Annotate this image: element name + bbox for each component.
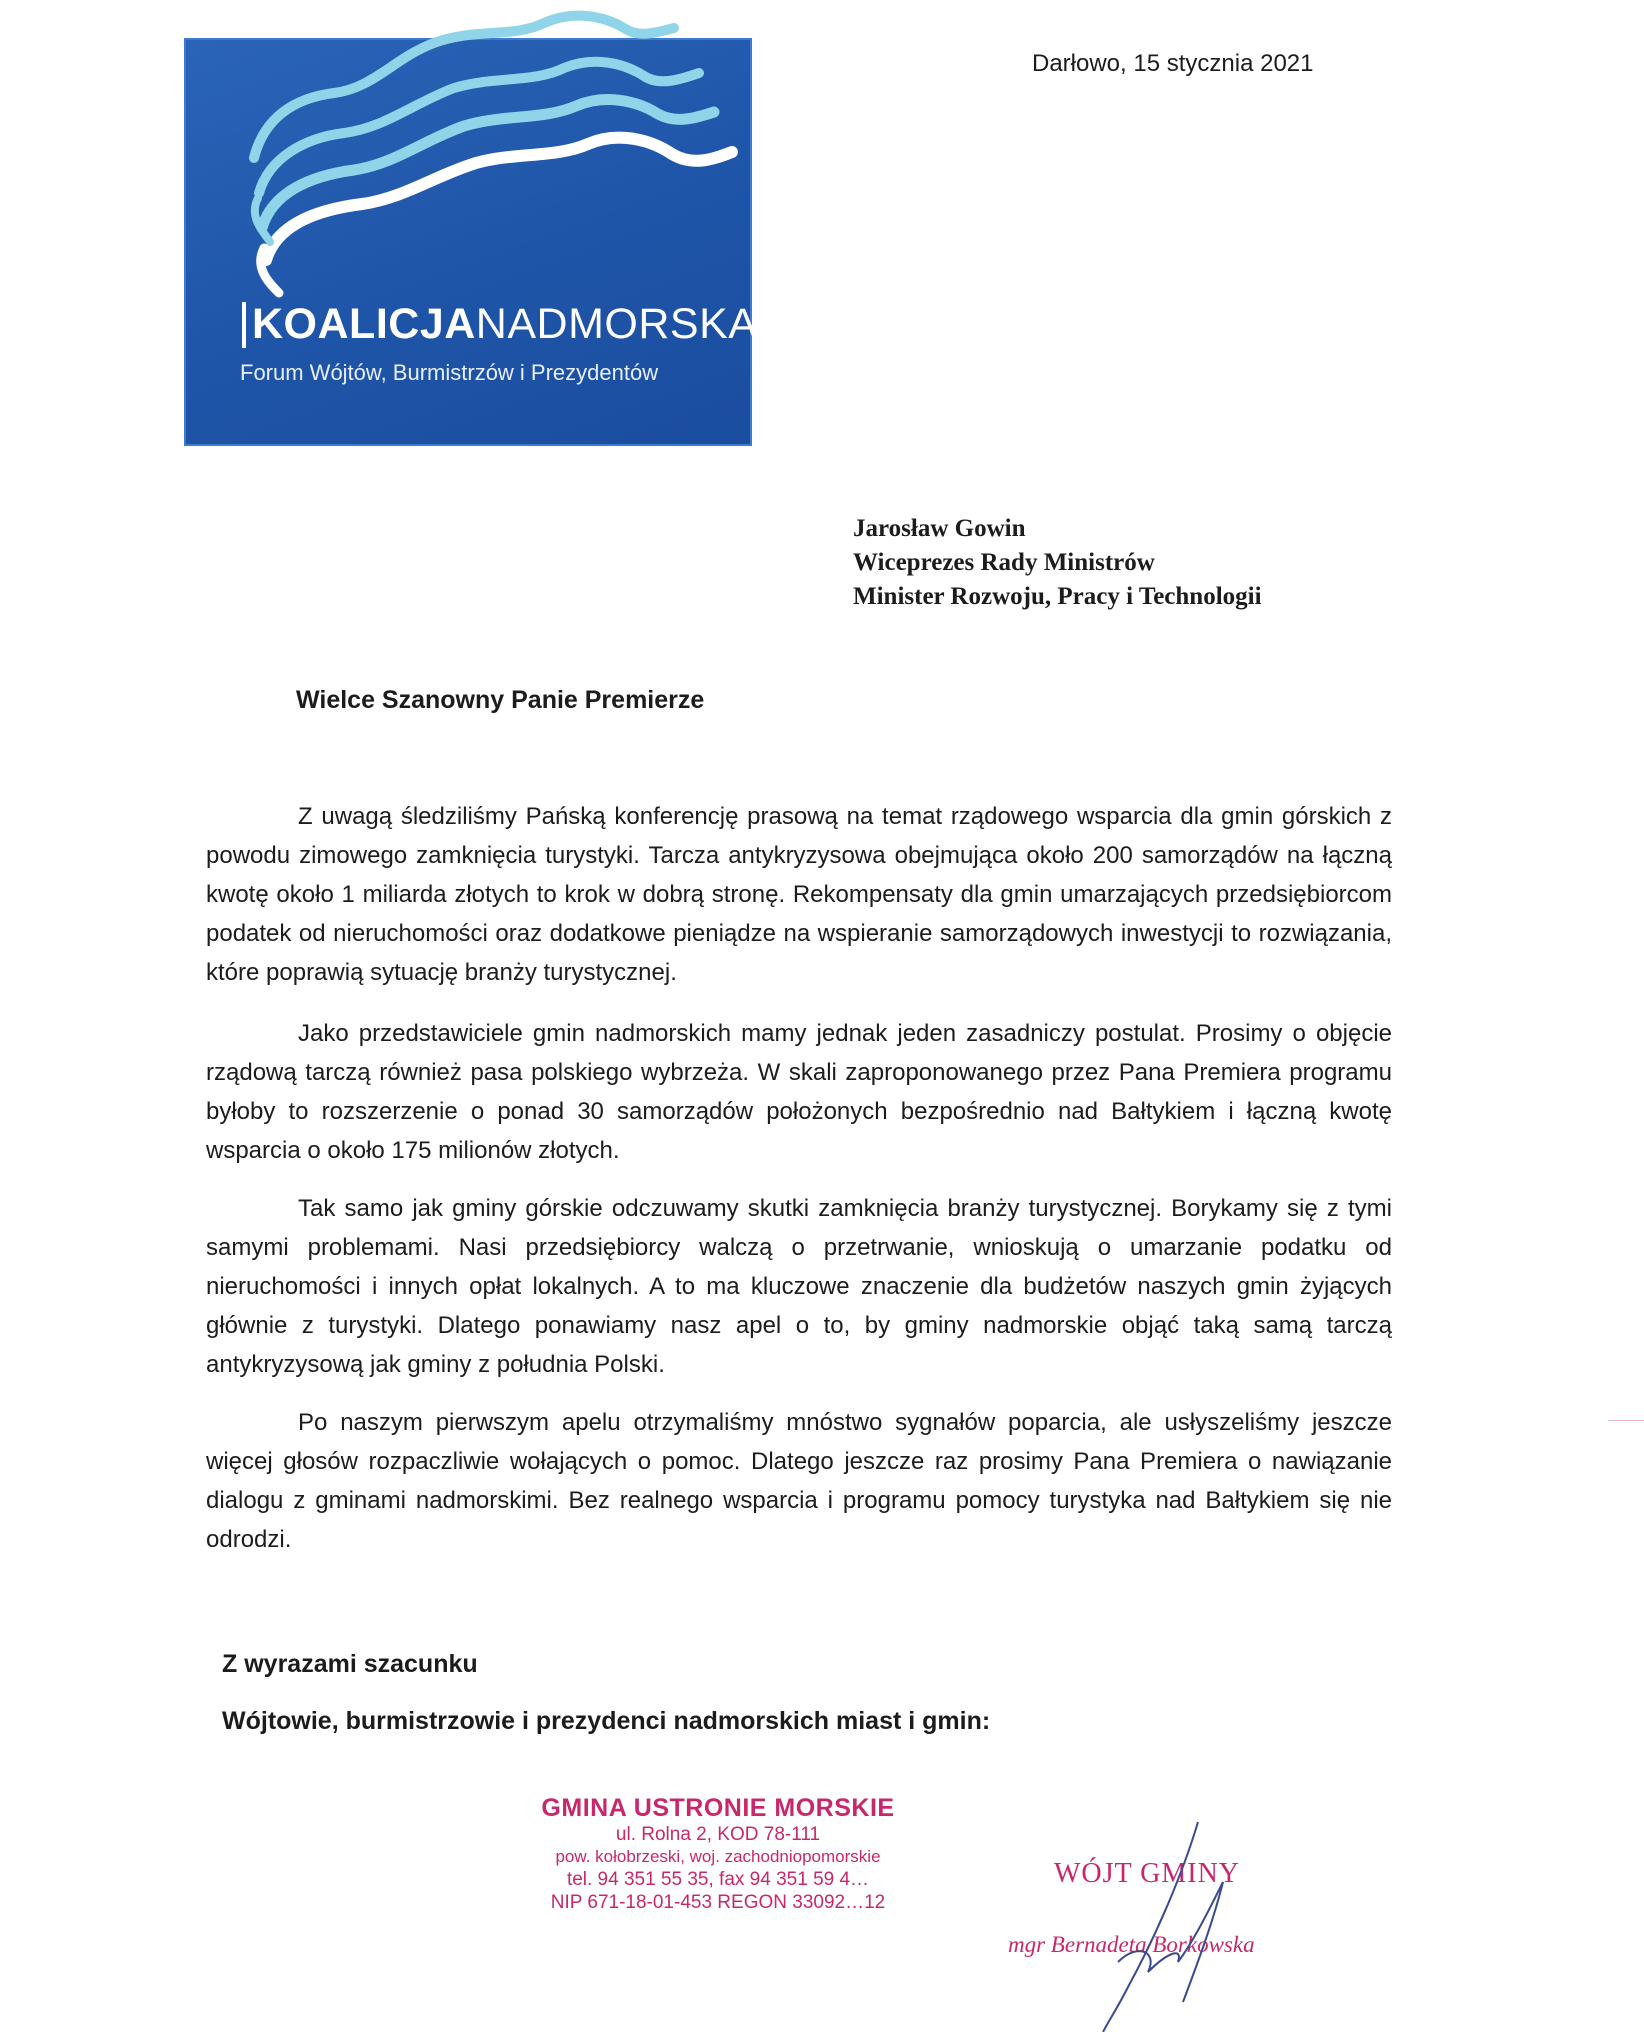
stamp-name: GMINA USTRONIE MORSKIE	[541, 1794, 895, 1822]
body-paragraph: Po naszym pierwszym apelu otrzymaliśmy mnóstwo sygnałów poparcia, ale usłyszeliśmy jeszcze więcej głosów rozpaczliwie wołających o pomoc. Dlatego jeszcze raz prosimy Pana Premiera o nawiązanie dialogu z gminami nadmorskimi. Bez realnego wsparcia i programu pomocy turystyka nad Bałtykiem się nie odrodzi.	[206, 1409, 1392, 1553]
signers-line: Wójtowie, burmistrzowie i prezydenci nadmorskich miast i gmin:	[222, 1707, 991, 1735]
recipient-name: Jarosław Gowin	[853, 515, 1026, 542]
body-paragraph: Tak samo jak gminy górskie odczuwamy skutki zamknięcia branży turystycznej. Borykamy się z tymi samymi problemami. Nasi przedsiębiorcy walczą o przetrwanie, wnioskują o umarzanie podatku od nieruchomości i innych opłat lokalnych. A to ma kluczowe znaczenie dla budżetów naszych gmin żyjących głównie z turystyki. Dlatego ponawiamy nasz apel o to, by gminy nadmorskie objąć taką samą tarczą antykryzysową jak gminy z południa Polski.	[206, 1195, 1392, 1378]
coastline-waves-icon	[184, 0, 752, 258]
handwritten-signature-icon	[1008, 1812, 1328, 2032]
stamp-address: ul. Rolna 2, KOD 78-111	[615, 1824, 821, 1845]
recipient-role: Wiceprezes Rady Ministrów	[853, 549, 1155, 576]
municipality-stamp	[528, 1794, 908, 1914]
stamp-phone: tel. 94 351 55 35, fax 94 351 59 4…	[566, 1869, 870, 1890]
stamp-region: pow. kołobrzeski, woj. zachodniopomorskie	[555, 1847, 881, 1866]
recipient-role: Minister Rozwoju, Pracy i Technologii	[853, 583, 1262, 610]
coalition-logo	[184, 38, 758, 446]
logo-subtitle: Forum Wójtów, Burmistrzów i Prezydentów	[240, 360, 659, 385]
signature-block	[1008, 1852, 1328, 2032]
stamp-ids: NIP 671-18-01-453 REGON 33092…12	[550, 1892, 886, 1913]
recipient-block	[853, 512, 1262, 614]
signature-title: WÓJT GMINY	[1054, 1858, 1241, 1889]
closing-phrase: Z wyrazami szacunku	[222, 1650, 478, 1678]
signature-name: mgr Bernadeta Borkowska	[1008, 1932, 1255, 1957]
letter-date: Darłowo, 15 stycznia 2021	[1032, 50, 1314, 77]
salutation: Wielce Szanowny Panie Premierze	[296, 686, 705, 714]
logo-title: KOALICJANADMORSKA	[252, 300, 758, 348]
body-paragraph: Jako przedstawiciele gmin nadmorskich mamy jednak jeden zasadniczy postulat. Prosimy o objęcie rządową tarczą również pasa polskiego wybrzeża. W skali zaproponowanego przez Pana Premiera programu byłoby to rozszerzenie o ponad 30 samorządów położonych bezpośrednio nad Bałtykiem i łączną kwotę wsparcia o około 175 milionów złotych.	[206, 1020, 1392, 1164]
scan-edge-mark	[1608, 1420, 1644, 1421]
body-paragraph: Z uwagą śledziliśmy Pańską konferencję prasową na temat rządowego wsparcia dla gmin górskich z powodu zimowego zamknięcia turystyki. Tarcza antykryzysowa obejmująca około 200 samorządów na łączną kwotę około 1 miliarda złotych to krok w dobrą stronę. Rekompensaty dla gmin umarzających przedsiębiorcom podatek od nieruchomości oraz dodatkowe pieniądze na wspieranie samorządowych inwestycji to rozwiązania, które poprawią sytuację branży turystycznej.	[206, 803, 1392, 986]
